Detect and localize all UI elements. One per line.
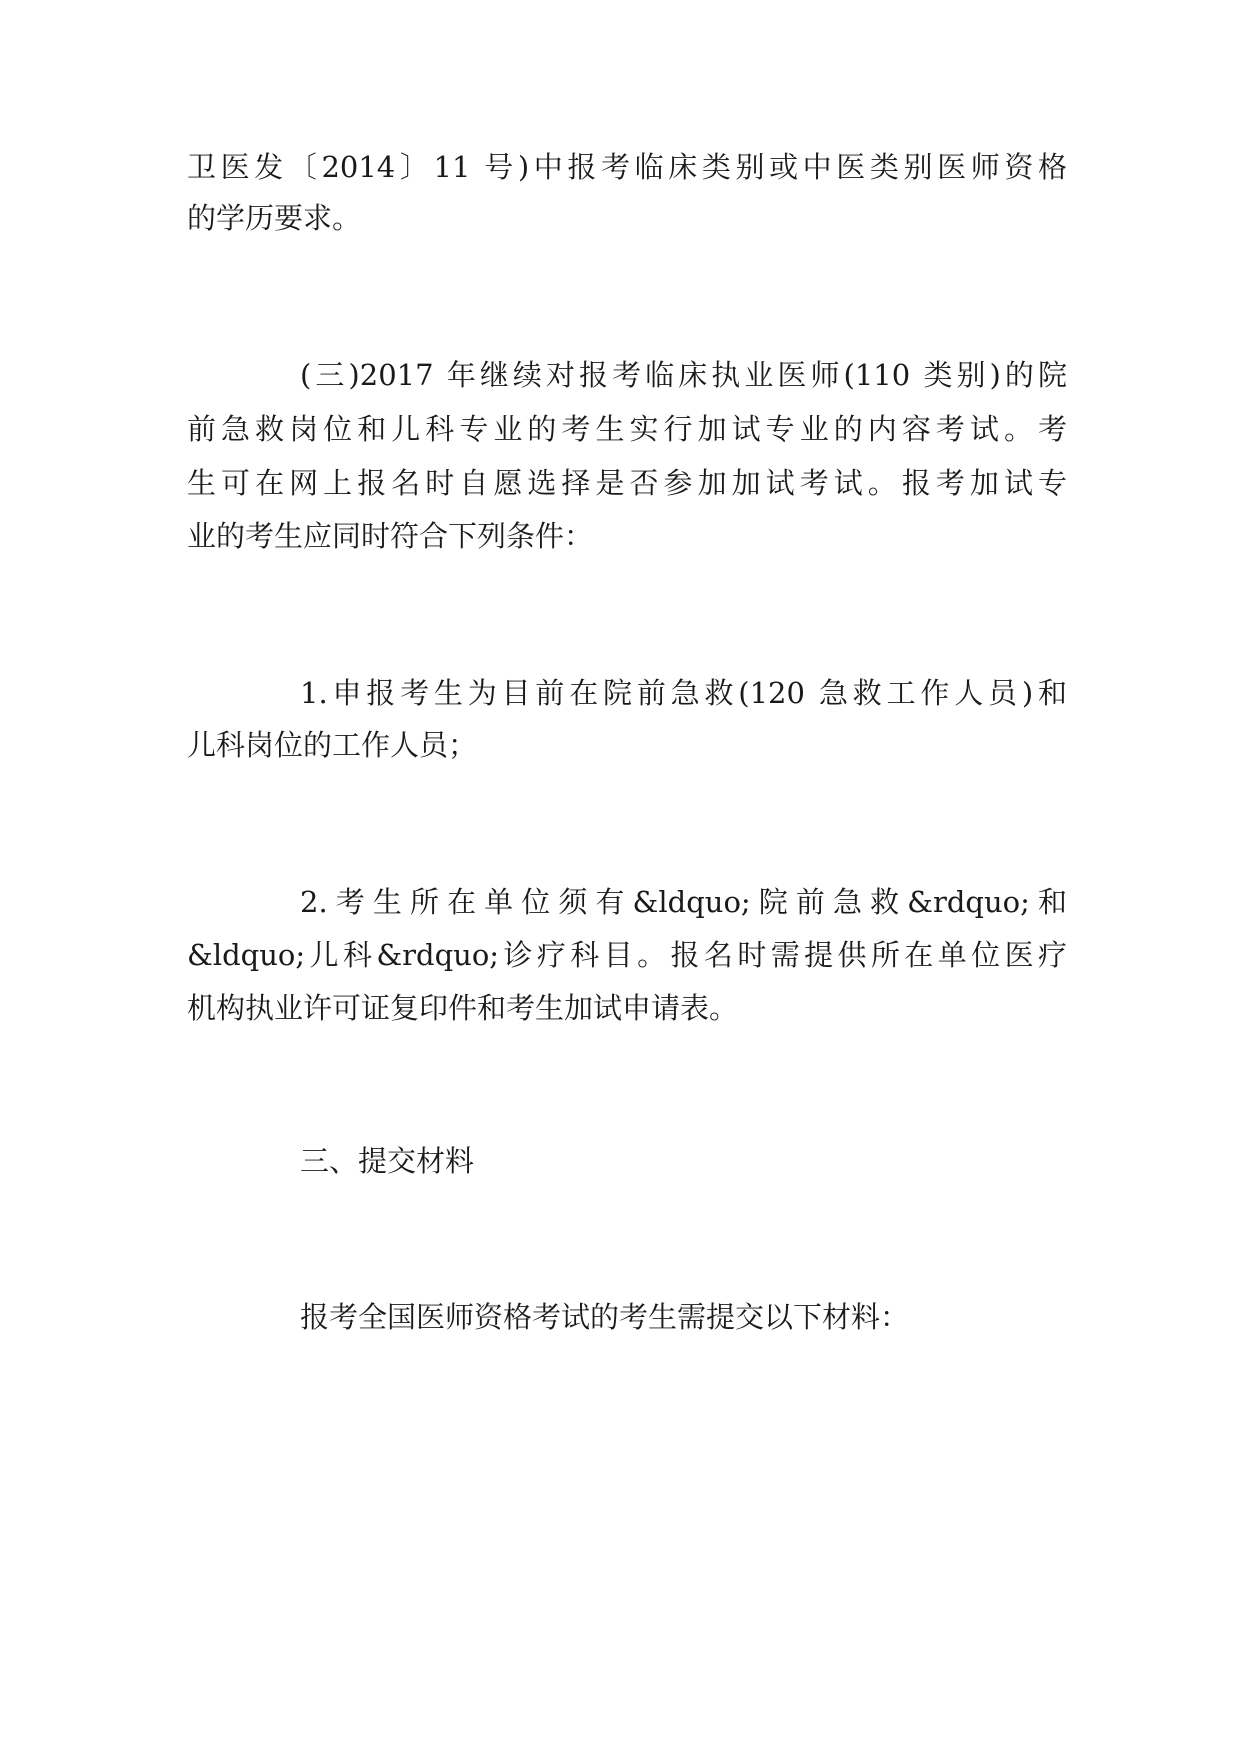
paragraph-1-line-2: 的学历要求。 xyxy=(187,201,362,235)
paragraph-2-line-4: 业的考生应同时符合下列条件： xyxy=(187,519,594,553)
section-heading: 三、提交材料 xyxy=(300,1144,475,1178)
paragraph-3-line-2: 儿科岗位的工作人员； xyxy=(187,728,478,762)
paragraph-4-line-2: &ldquo;儿科&rdquo;诊疗科目。报名时需提供所在单位医疗 xyxy=(187,938,1067,972)
paragraph-1-line-1: 卫医发〔2014〕11 号)中报考临床类别或中医类别医师资格 xyxy=(187,150,1067,184)
paragraph-2-line-1: (三)2017 年继续对报考临床执业医师(110 类别)的院 xyxy=(300,358,1067,392)
paragraph-4-line-1: 2.考生所在单位须有&ldquo;院前急救&rdquo;和 xyxy=(300,885,1067,919)
paragraph-2-line-3: 生可在网上报名时自愿选择是否参加加试考试。报考加试专 xyxy=(187,466,1067,500)
paragraph-5-line-1: 报考全国医师资格考试的考生需提交以下材料： xyxy=(300,1300,910,1334)
paragraph-4-line-3: 机构执业许可证复印件和考生加试申请表。 xyxy=(187,991,739,1025)
paragraph-2-line-2: 前急救岗位和儿科专业的考生实行加试专业的内容考试。考 xyxy=(187,412,1067,446)
paragraph-3-line-1: 1.申报考生为目前在院前急救(120 急救工作人员)和 xyxy=(300,676,1067,710)
